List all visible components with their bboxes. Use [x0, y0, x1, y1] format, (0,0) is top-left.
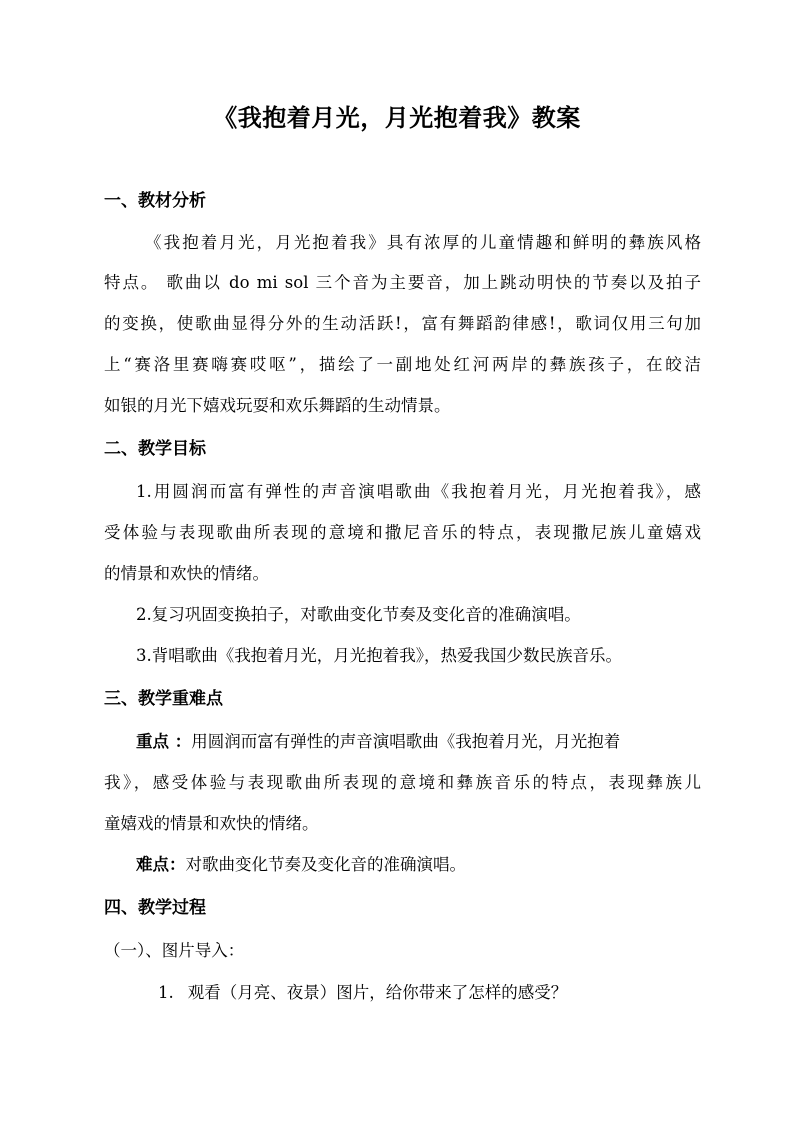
paragraph-line: 的变换，使歌曲显得分外的生动活跃!，富有舞蹈韵律感!，歌词仅用三句加 [104, 314, 701, 333]
item-text: 观看（月亮、夜景）图片，给你带来了怎样的感受？ [187, 983, 568, 1002]
objective-item-1: 1.用圆润而富有弹性的声音演唱歌曲《我抱着月光，月光抱着我》，感 [136, 482, 701, 501]
difficulty-label: 难点： [136, 855, 186, 874]
objective-item-2: 2.复习巩固变换拍子，对歌曲变化节奏及变化音的准确演唱。 [136, 605, 581, 624]
difficulty-line [136, 852, 701, 878]
objective-item-3: 3.背唱歌曲《我抱着月光，月光抱着我》，热爱我国少数民族音乐。 [136, 646, 622, 665]
key-point-text: 用圆润而富有弹性的声音演唱歌曲《我抱着月光，月光抱着 [191, 732, 621, 751]
section-heading-1: 一、教材分析 [104, 191, 206, 211]
paragraph-line: 的情景和欢快的情绪。 [104, 564, 269, 583]
subsection-heading: （一）、图片导入： [104, 941, 245, 960]
page-title: 《我抱着月光，月光抱着我》教案 [213, 103, 581, 132]
paragraph-line: 上“赛洛里赛嗨赛哎呕”，描绘了一副地处红河两岸的彝族孩子，在皎洁 [104, 355, 701, 374]
paragraph-line: 《我抱着月光，月光抱着我》具有浓厚的儿童情趣和鲜明的彝族风格 [145, 233, 701, 252]
paragraph-line: 特点。 歌曲以 do mi sol 三个音为主要音，加上跳动明快的节奏以及拍子 [104, 273, 701, 292]
paragraph-line: 童嬉戏的情景和欢快的情绪。 [104, 814, 319, 833]
process-item-1 [158, 980, 701, 1006]
section-heading-4: 四、教学过程 [104, 898, 206, 918]
paragraph-line: 受体验与表现歌曲所表现的意境和撒尼音乐的特点，表现撒尼族儿童嬉戏 [104, 523, 701, 542]
paragraph-line: 如银的月光下嬉戏玩耍和欢乐舞蹈的生动情景。 [104, 396, 451, 415]
section-heading-2: 二、教学目标 [104, 439, 206, 459]
paragraph-line: 我》，感受体验与表现歌曲所表现的意境和彝族音乐的特点，表现彝族儿 [104, 773, 701, 792]
item-number: 1. [158, 983, 174, 1002]
key-point-line [136, 729, 701, 755]
difficulty-text: 对歌曲变化节奏及变化音的准确演唱。 [185, 855, 466, 874]
section-heading-3: 三、教学重难点 [104, 689, 223, 709]
key-point-label: 重点 ： [136, 732, 192, 751]
